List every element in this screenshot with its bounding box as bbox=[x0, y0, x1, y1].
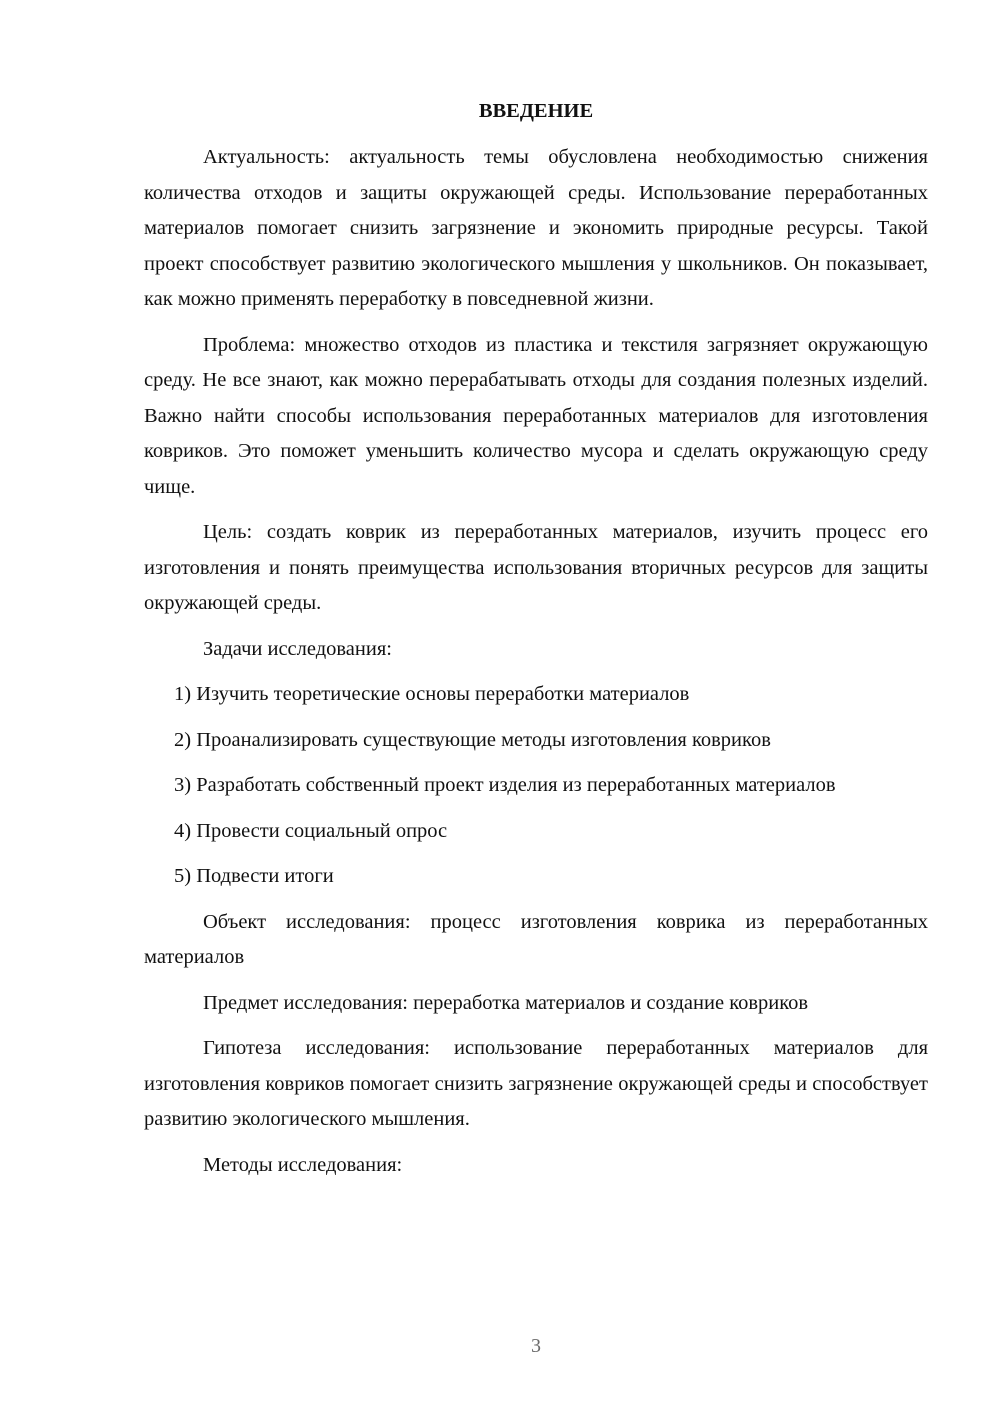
paragraph-methods: Методы исследования: bbox=[203, 1153, 403, 1176]
paragraph-subject: Предмет исследования: переработка материалов и создание ковриков bbox=[203, 991, 809, 1014]
paragraph-hypothesis: Гипотеза исследования: использование переработанных материалов для изготовления ковриков помогает снизить загрязнение окружающей среды и способствует развитию экологического мышления. bbox=[144, 1037, 928, 1130]
page-number: 3 bbox=[531, 1335, 541, 1357]
page-content bbox=[144, 96, 928, 1183]
task-item-4: 4) Провести социальный опрос bbox=[174, 819, 448, 842]
task-item-1: 1) Изучить теоретические основы переработки материалов bbox=[174, 683, 690, 705]
tasks-heading: Задачи исследования: bbox=[203, 637, 392, 660]
paragraph-problem: Проблема: множество отходов из пластика и текстиля загрязняет окружающую среду. Не все знают, как можно перерабатывать отходы для создания полезных изделий. Важно найти способы использования переработанных материалов для изготовления ковриков. Это поможет уменьшить количество мусора и сделать окружающую среду чище. bbox=[144, 333, 928, 498]
task-item-2: 2) Проанализировать существующие методы изготовления ковриков bbox=[174, 728, 771, 751]
paragraph-goal: Цель: создать коврик из переработанных материалов, изучить процесс его изготовления и понять преимущества использования вторичных ресурсов для защиты окружающей среды. bbox=[144, 521, 928, 614]
task-item-5: 5) Подвести итоги bbox=[174, 865, 334, 887]
page-title: ВВЕДЕНИЕ bbox=[478, 100, 594, 122]
paragraph-relevance: Актуальность: актуальность темы обусловлена необходимостью снижения количества отходов и защиты окружающей среды. Использование переработанных материалов помогает снизить загрязнение и экономить природные ресурсы. Такой проект способствует развитию экологического мышления у школьников. Он показывает, как можно применять переработку в повседневной жизни. bbox=[144, 146, 928, 310]
task-item-3: 3) Разработать собственный проект изделия из переработанных материалов bbox=[174, 774, 836, 796]
paragraph-object: Объект исследования: процесс изготовления коврика из переработанных материалов bbox=[144, 910, 928, 968]
